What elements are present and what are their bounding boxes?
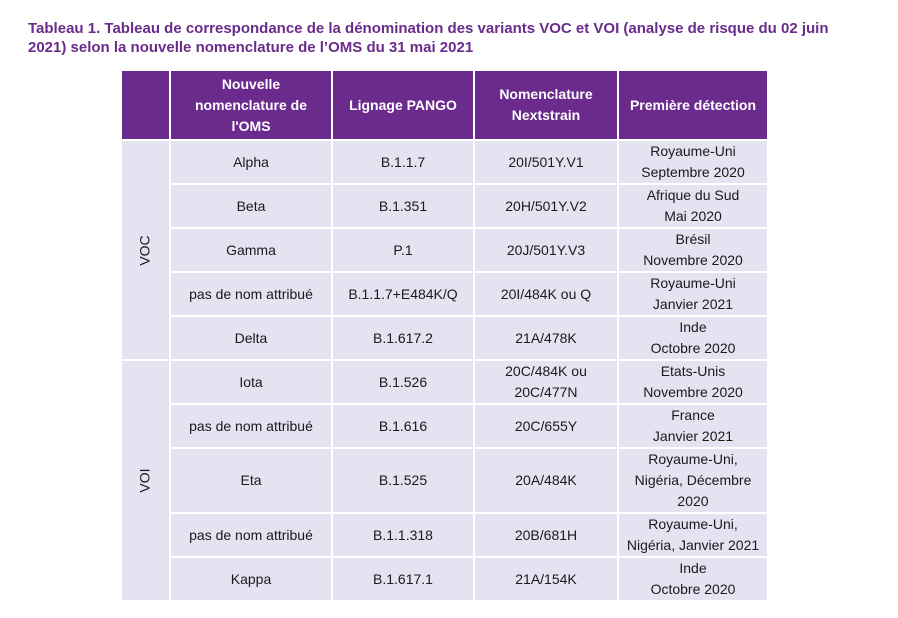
header-who-line: nomenclature de — [194, 96, 308, 113]
cell-nextstrain — [475, 229, 617, 271]
table-row — [122, 514, 767, 556]
cell-who-name: pas de nom attribué — [171, 405, 331, 447]
variants-table — [120, 69, 769, 602]
cell-who-name: Delta — [171, 317, 331, 359]
cell-pango: B.1.617.2 — [333, 317, 473, 359]
cell-pango: B.1.526 — [333, 361, 473, 403]
cell-pango: B.1.1.7+E484K/Q — [333, 273, 473, 315]
header-nextstrain — [475, 71, 617, 139]
group-label-cell — [122, 361, 169, 600]
header-group — [122, 71, 169, 139]
cell-pango: B.1.1.7 — [333, 141, 473, 183]
detection-line: Nigéria, Janvier 2021 — [626, 537, 760, 553]
nextstrain-line: 21A/154K — [515, 570, 577, 587]
cell-who-name: Beta — [171, 185, 331, 227]
nextstrain-line: 20J/501Y.V3 — [506, 241, 586, 258]
detection-line: Royaume-Uni — [650, 143, 736, 159]
cell-first-detection — [619, 514, 767, 556]
cell-pango: P.1 — [333, 229, 473, 271]
table-row — [122, 317, 767, 359]
detection-line: Nigéria, Décembre 2020 — [634, 472, 752, 509]
nextstrain-line: 20C/477N — [514, 384, 578, 400]
detection-line: Royaume-Uni, — [648, 451, 738, 467]
detection-line: Etats-Unis — [660, 363, 726, 379]
cell-nextstrain — [475, 405, 617, 447]
table-row — [122, 558, 767, 600]
cell-nextstrain — [475, 141, 617, 183]
cell-who-name: pas de nom attribué — [171, 514, 331, 556]
cell-nextstrain — [475, 449, 617, 512]
cell-nextstrain — [475, 273, 617, 315]
detection-line: Janvier 2021 — [652, 428, 734, 444]
detection-line: Royaume-Uni — [650, 275, 736, 291]
nextstrain-line: 20B/681H — [514, 526, 578, 543]
table-row — [122, 273, 767, 315]
header-who-nomenclature — [171, 71, 331, 139]
header-who-line: Nouvelle — [221, 75, 281, 92]
cell-who-name: Kappa — [171, 558, 331, 600]
detection-line: Inde — [679, 560, 707, 576]
cell-first-detection — [619, 449, 767, 512]
cell-first-detection — [619, 273, 767, 315]
table-caption: Tableau 1. Tableau de correspondance de la dénomination des variants VOC et VOI (analyse de risque du 02 juin 2021) selon la nouvelle nomenclature de l’OMS du 31 mai 2021 — [28, 20, 829, 56]
detection-line: Royaume-Uni, — [648, 516, 738, 532]
cell-who-name: Iota — [171, 361, 331, 403]
table-row — [122, 361, 767, 403]
cell-nextstrain — [475, 185, 617, 227]
cell-who-name: Alpha — [171, 141, 331, 183]
cell-first-detection — [619, 558, 767, 600]
cell-first-detection — [619, 317, 767, 359]
table-row — [122, 229, 767, 271]
cell-nextstrain — [475, 558, 617, 600]
cell-pango: B.1.351 — [333, 185, 473, 227]
nextstrain-line: 20I/484K ou Q — [500, 285, 592, 302]
nextstrain-line: 20H/501Y.V2 — [505, 197, 587, 214]
cell-pango: B.1.617.1 — [333, 558, 473, 600]
nextstrain-line: 20C/484K ou — [505, 363, 587, 379]
cell-pango: B.1.525 — [333, 449, 473, 512]
cell-first-detection — [619, 405, 767, 447]
detection-line: Mai 2020 — [664, 208, 722, 224]
detection-line: France — [671, 407, 715, 423]
group-label-cell — [122, 141, 169, 359]
cell-who-name: Gamma — [171, 229, 331, 271]
group-label: VOI — [137, 468, 153, 493]
header-first-detection: Première détection — [619, 71, 767, 139]
table-row — [122, 405, 767, 447]
cell-who-name: pas de nom attribué — [171, 273, 331, 315]
header-nextstrain-line: Nomenclature — [499, 86, 593, 102]
nextstrain-line: 20I/501Y.V1 — [508, 153, 584, 170]
detection-line: Octobre 2020 — [650, 581, 736, 597]
cell-first-detection — [619, 229, 767, 271]
nextstrain-line: 20C/655Y — [514, 417, 578, 434]
nextstrain-line: 21A/478K — [515, 329, 577, 346]
header-row — [122, 71, 767, 139]
table-row — [122, 185, 767, 227]
header-nextstrain-line: Nextstrain — [511, 107, 581, 123]
detection-line: Novembre 2020 — [643, 384, 743, 400]
detection-line: Novembre 2020 — [643, 252, 743, 268]
cell-pango: B.1.616 — [333, 405, 473, 447]
detection-line: Afrique du Sud — [646, 187, 740, 203]
cell-nextstrain — [475, 317, 617, 359]
detection-line: Septembre 2020 — [641, 164, 745, 180]
cell-first-detection — [619, 361, 767, 403]
header-pango: Lignage PANGO — [333, 71, 473, 139]
cell-first-detection — [619, 141, 767, 183]
detection-line: Janvier 2021 — [652, 296, 734, 312]
cell-pango: B.1.1.318 — [333, 514, 473, 556]
cell-who-name: Eta — [171, 449, 331, 512]
group-label: VOC — [137, 234, 153, 266]
cell-nextstrain — [475, 361, 617, 403]
detection-line: Inde — [679, 319, 707, 335]
table-row — [122, 141, 767, 183]
table-body — [122, 141, 767, 600]
header-who-line: l'OMS — [231, 117, 271, 134]
table-row — [122, 449, 767, 512]
detection-line: Brésil — [675, 231, 711, 247]
detection-line: Octobre 2020 — [650, 340, 736, 356]
nextstrain-line: 20A/484K — [515, 472, 577, 488]
cell-first-detection — [619, 185, 767, 227]
cell-nextstrain — [475, 514, 617, 556]
